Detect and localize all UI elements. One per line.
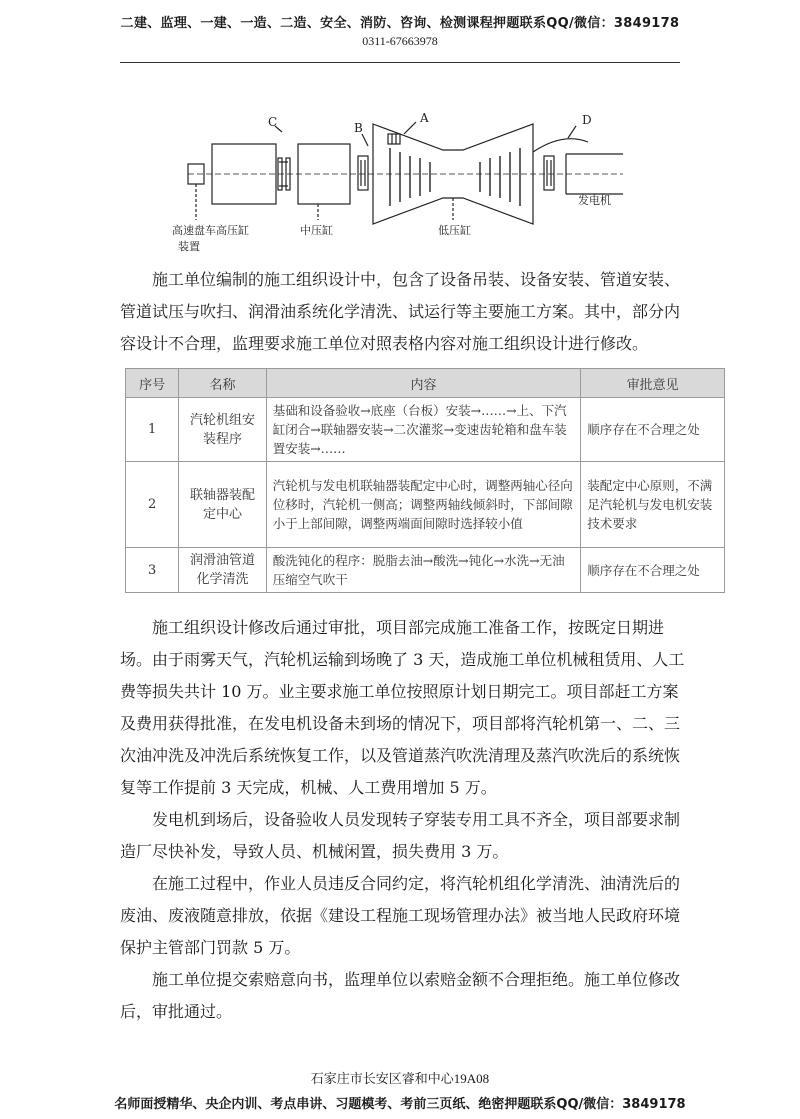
cell-content: 基础和设备验收→底座（台板）安装→……→上、下汽缸闭合→联轴器安装→二次灌浆→变速齿轮箱和盘车装置安装→……	[266, 398, 581, 462]
cell-no: 2	[126, 462, 179, 548]
cell-opinion: 顺序存在不合理之处	[581, 398, 725, 462]
paragraph-3: 由于雨雾天气，汽轮机运输到场晚了 3 天，造成施工单位机械租赁用、人工费等损失共计 10 万。业主要求施工单位按照原计划日期完工。项目部赶工方案及费用获得批准，在发电机设备未到场的情况下，项目部将汽轮机第一、二、三次油冲洗及冲洗后系统恢复工作，以及管道蒸汽吹洗清理及蒸汽吹洗后的系统恢复等工作提前 3 天完成，机械、人工费用增加 5 万。	[120, 650, 685, 797]
cell-name: 联轴器装配定中心	[179, 462, 266, 548]
label-d: D	[582, 113, 592, 127]
table-row	[126, 548, 725, 593]
cell-opinion: 顺序存在不合理之处	[581, 548, 725, 593]
label-lp-cylinder: 低压缸	[438, 224, 471, 237]
col-header-name: 名称	[179, 369, 266, 398]
footer-contact-line: 名师面授精华、央企内训、考点串讲、习题模考、考前三页纸、绝密押题联系QQ/微信：3849178	[114, 1097, 686, 1112]
cell-content: 酸洗钝化的程序：脱脂去油→酸洗→钝化→水洗→无油压缩空气吹干	[266, 548, 581, 593]
paragraph-5: 在施工过程中，作业人员违反合同约定，将汽轮机组化学清洗、油清洗后的废油、废液随意排放，依据《建设工程施工现场管理办法》被当地人民政府环境保护主管部门罚款 5 万。	[120, 874, 681, 957]
page-header	[0, 12, 800, 49]
col-header-content: 内容	[266, 369, 581, 398]
header-contact-line: 二建、监理、一建、一造、二造、安全、消防、咨询、检测课程押题联系QQ/微信：3849178	[120, 16, 680, 31]
paragraph-4: 发电机到场后，设备验收人员发现转子穿装专用工具不齐全，项目部要求制造厂尽快补发，导致人员、机械闲置，损失费用 3 万。	[120, 810, 681, 861]
table-header-row	[126, 369, 725, 398]
cell-opinion: 装配定中心原则，不满足汽轮机与发电机安装技术要求	[581, 462, 725, 548]
cell-content: 汽轮机与发电机联轴器装配定中心时，调整两轴心径向位移时，汽轮机一侧高；调整两轴线倾斜时，下部间隙小于上部间隙，调整两端面间隙时选择较小值	[266, 462, 581, 548]
table-row	[126, 462, 725, 548]
label-turning-device: 装置	[178, 240, 200, 253]
label-generator: 发电机	[578, 194, 611, 207]
paragraph-6: 施工单位提交索赔意向书，监理单位以索赔金额不合理拒绝。施工单位修改后，审批通过。	[120, 970, 681, 1021]
paragraph-1: 施工单位编制的施工组织设计中，包含了设备吊装、设备安装、管道安装、管道试压与吹扫、润滑油系统化学清洗、试运行等主要施工方案。其中，部分内容设计不合理，监理要求施工单位对照表格内容对施工组织设计进行修改。	[120, 270, 681, 353]
review-table	[125, 368, 725, 593]
header-phone: 0311-67663978	[362, 34, 438, 48]
label-hp-cylinder: 高速盘车高压缸	[172, 224, 249, 237]
cell-no: 3	[126, 548, 179, 593]
header-divider	[120, 62, 680, 63]
paragraph-2: 施工组织设计修改后通过审批，项目部完成施工准备工作，按既定日期进场。	[120, 618, 665, 669]
table-row	[126, 398, 725, 462]
label-a: A	[420, 112, 429, 125]
cell-no: 1	[126, 398, 179, 462]
col-header-no: 序号	[126, 369, 179, 398]
cell-name: 汽轮机组安装程序	[179, 398, 266, 462]
col-header-opinion: 审批意见	[581, 369, 725, 398]
footer-address: 石家庄市长安区睿和中心19A08	[310, 1071, 490, 1086]
label-b: B	[354, 121, 363, 135]
label-ip-cylinder: 中压缸	[300, 224, 333, 237]
page-footer	[0, 1068, 800, 1112]
label-c: C	[268, 115, 278, 129]
cell-name: 润滑油管道化学清洗	[179, 548, 266, 593]
turbine-diagram	[168, 112, 638, 262]
